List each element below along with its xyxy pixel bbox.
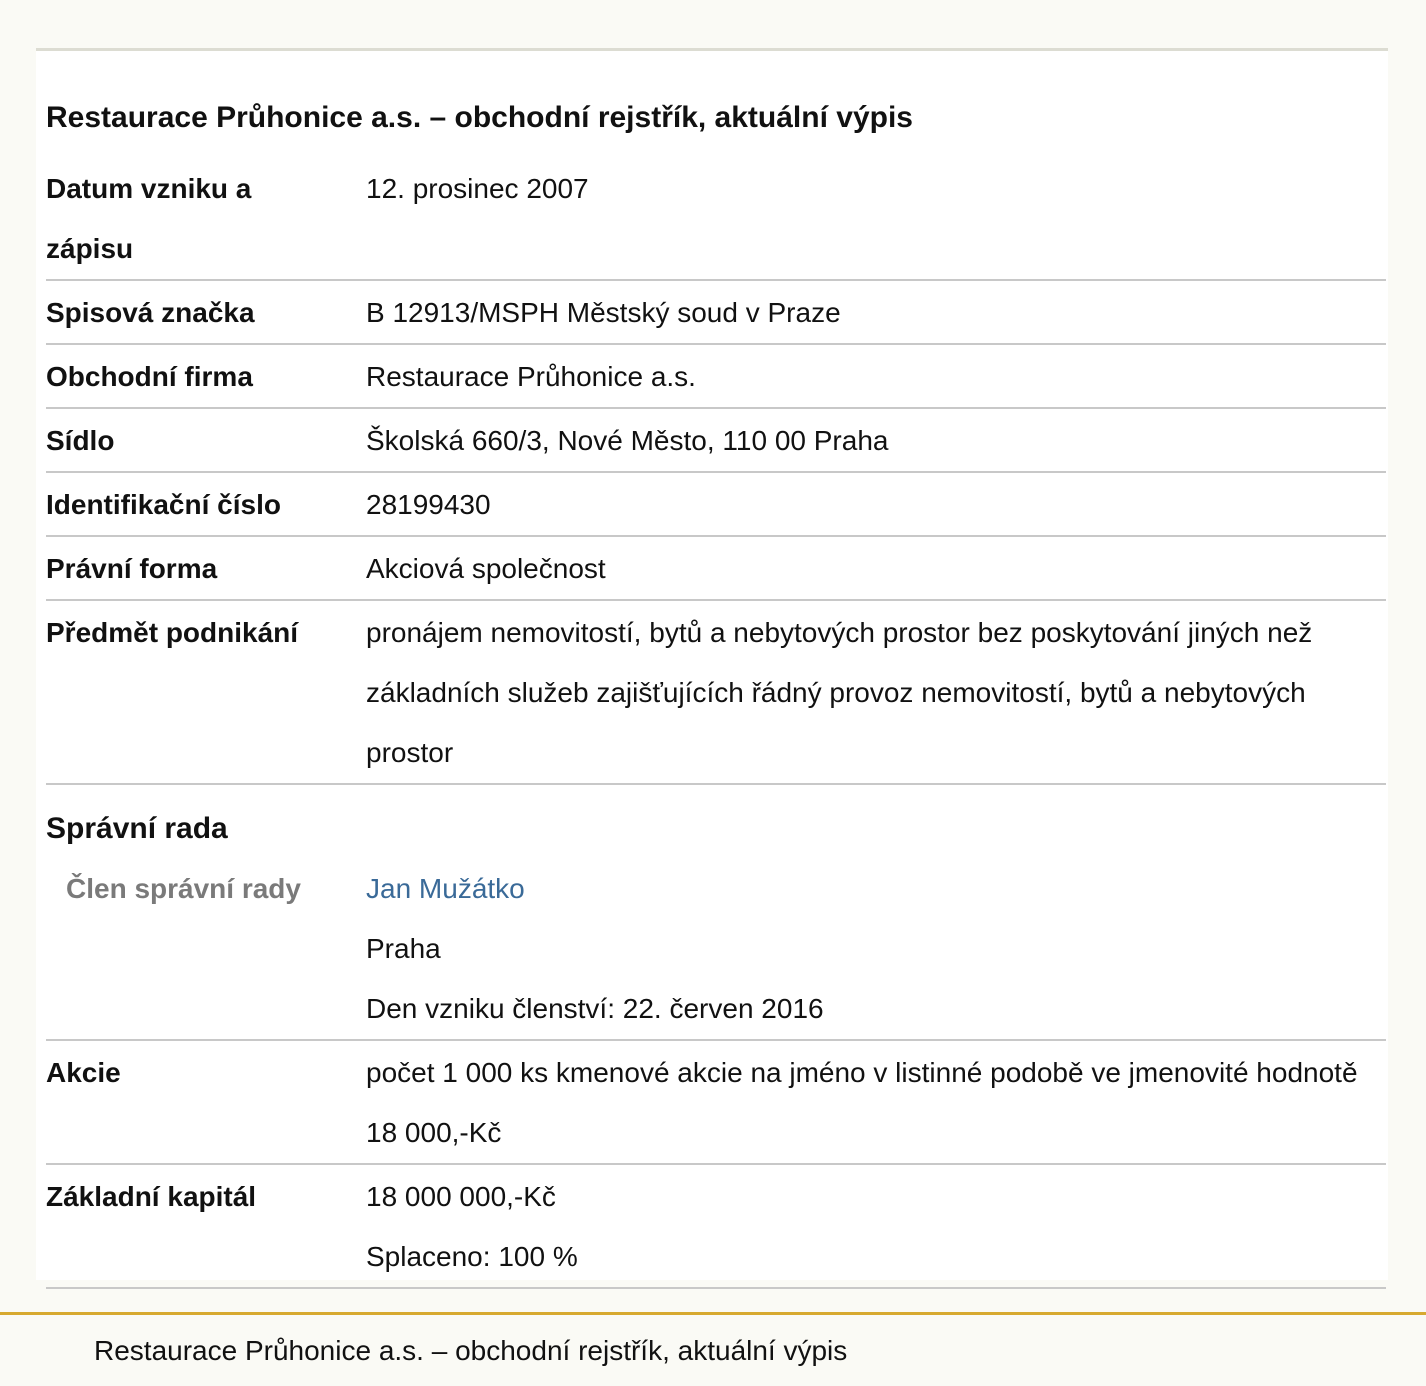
row-label: Spisová značka [46, 297, 255, 328]
member-city: Praha [366, 933, 441, 964]
page-title: Restaurace Průhonice a.s. – obchodní rejstřík, aktuální výpis [46, 101, 913, 134]
row-label: Datum vzniku a zápisu [46, 173, 252, 264]
footer-title: Restaurace Průhonice a.s. – obchodní rejstřík, aktuální výpis [94, 1335, 848, 1366]
register-card [36, 48, 1388, 1280]
member-since: Den vzniku členství: 22. červen 2016 [366, 993, 824, 1024]
row-spisova-znacka [46, 281, 1386, 345]
row-label: Obchodní firma [46, 361, 253, 392]
row-zakladni-kapital [46, 1165, 1386, 1289]
row-value: pronájem nemovitostí, bytů a nebytových prostor bez poskytování jiných než základních služeb zajišťujících řádný provoz nemovitostí, bytů a nebytových prostor [366, 617, 1313, 768]
row-value: Akciová společnost [366, 553, 606, 584]
row-label: Člen správní rady [66, 873, 301, 904]
row-value [366, 1167, 1386, 1287]
row-pravni-forma [46, 537, 1386, 601]
register-table [46, 157, 1386, 1289]
row-ico [46, 473, 1386, 537]
capital-paid: Splaceno: 100 % [366, 1241, 578, 1272]
row-predmet-podnikani [46, 601, 1386, 785]
row-label: Základní kapitál [46, 1181, 257, 1212]
member-name-link[interactable]: Jan Mužátko [366, 873, 525, 904]
row-value: Restaurace Průhonice a.s. [366, 361, 696, 392]
row-akcie [46, 1041, 1386, 1165]
section-heading-spravni-rada: Správní rada [46, 812, 228, 845]
row-value: 28199430 [366, 489, 491, 520]
row-value: B 12913/MSPH Městský soud v Praze [366, 297, 841, 328]
row-label: Právní forma [46, 553, 218, 584]
row-datum-vzniku [46, 157, 1386, 281]
row-value: počet 1 000 ks kmenové akcie na jméno v listinné podobě ve jmenovité hodnotě 18 000,-Kč [366, 1057, 1358, 1148]
row-value: Školská 660/3, Nové Město, 110 00 Praha [366, 425, 889, 456]
footer-bar [0, 1312, 1426, 1386]
row-value [366, 859, 1386, 1039]
row-label: Předmět podnikání [46, 617, 299, 648]
row-value: 12. prosinec 2007 [366, 173, 589, 204]
row-sidlo [46, 409, 1386, 473]
row-clen-spravni-rady [46, 859, 1386, 1041]
row-obchodni-firma [46, 345, 1386, 409]
capital-amount: 18 000 000,-Kč [366, 1181, 556, 1212]
row-label: Akcie [46, 1057, 121, 1088]
row-label: Sídlo [46, 425, 115, 456]
row-label: Identifikační číslo [46, 489, 281, 520]
